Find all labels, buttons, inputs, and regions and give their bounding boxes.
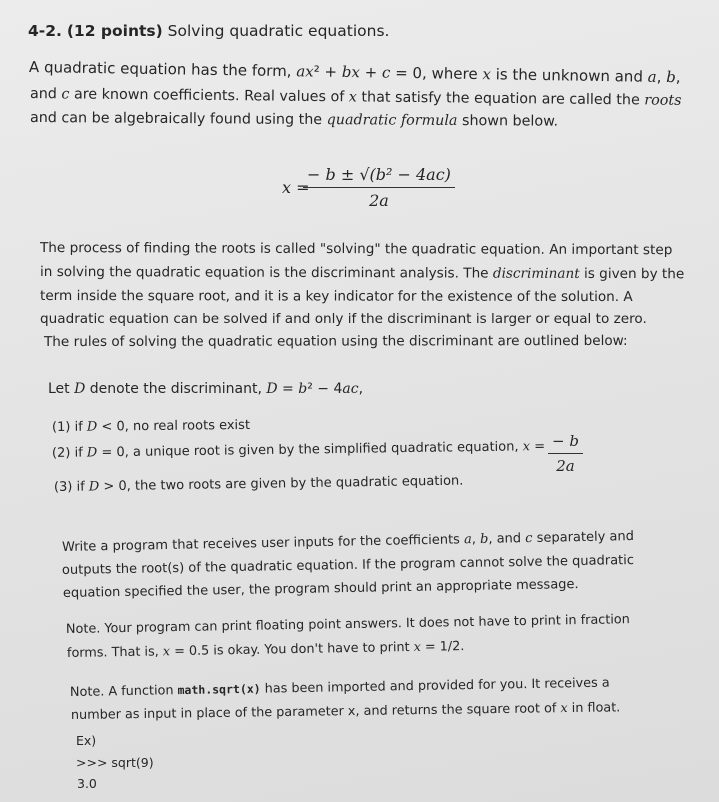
intro-lines-line: and c are known coefficients. Real values of x that satisfy the equation are called the roots bbox=[29, 86, 682, 109]
rules-line: (3) if D > 0, the two roots are given by the quadratic equation. bbox=[53, 473, 464, 495]
note1-lines-line: Note. Your program can print floating point answers. It does not have to print in fraction bbox=[65, 612, 630, 637]
process-lines-line: term inside the square root, and it is a key indicator for the existence of the solution. A bbox=[39, 288, 633, 306]
let-line-line: Let D denote the discriminant, D = b² − 4ac, bbox=[48, 381, 364, 397]
note2-lines-line: Note. A function math.sqrt(x) has been imported and provided for you. It receives a bbox=[69, 675, 610, 700]
process-lines-line: The process of finding the roots is called "solving" the quadratic equation. An important step bbox=[39, 240, 673, 259]
formula-denominator: 2a bbox=[369, 191, 389, 210]
process-lines-line: in solving the quadratic equation is the discriminant analysis. The discriminant is given by the bbox=[39, 264, 685, 283]
problem-heading: Solving quadratic equations. bbox=[167, 22, 390, 40]
rule2-denominator: 2a bbox=[556, 457, 575, 475]
problem-title bbox=[28, 22, 389, 40]
task-lines-line: equation specified the user, the program should print an appropriate message. bbox=[62, 577, 579, 601]
formula-lhs: x = bbox=[282, 178, 310, 197]
rule2-numerator: − b bbox=[548, 432, 583, 454]
example-prompt: >>> sqrt(9) bbox=[76, 755, 154, 770]
rule2-fraction bbox=[548, 432, 583, 475]
task-lines-line: outputs the root(s) of the quadratic equation. If the program cannot solve the quadratic bbox=[61, 553, 635, 578]
task-lines-line: Write a program that receives user inputs for the coefficients a, b, and c separately and bbox=[61, 529, 635, 555]
formula-numerator: − b ± √(b² − 4ac) bbox=[303, 165, 455, 188]
rules-line: (2) if D = 0, a unique root is given by the simplified quadratic equation, x = bbox=[51, 439, 546, 461]
process-lines-line: The rules of solving the quadratic equation using the discriminant are outlined below: bbox=[43, 332, 628, 350]
process-lines-line: quadratic equation can be solved if and only if the discriminant is larger or equal to zero. bbox=[40, 311, 647, 327]
note2-lines-line: number as input in place of the parameter x, and returns the square root of x in float. bbox=[70, 700, 621, 723]
example-label: Ex) bbox=[76, 733, 97, 748]
intro-lines-line: and can be algebraically found using the quadratic formula shown below. bbox=[29, 110, 559, 130]
intro-lines-line: A quadratic equation has the form, ax² + bx + c = 0, where x is the unknown and a, b, bbox=[28, 58, 681, 87]
rules-line: (1) if D < 0, no real roots exist bbox=[51, 417, 251, 435]
example-output: 3.0 bbox=[77, 776, 97, 791]
problem-number: 4-2. bbox=[28, 22, 62, 40]
note1-lines-line: forms. That is, x = 0.5 is okay. You don't have to print x = 1/2. bbox=[66, 639, 465, 661]
problem-points: (12 points) bbox=[66, 22, 163, 40]
